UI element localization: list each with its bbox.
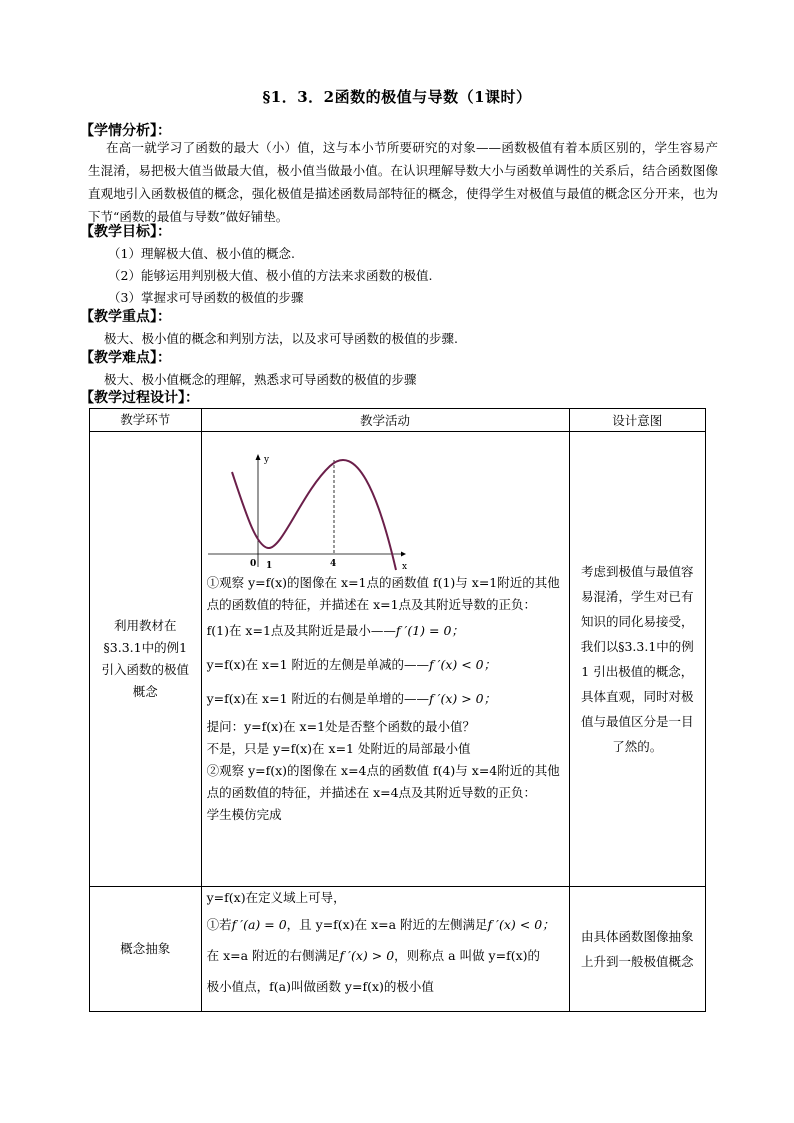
heading-guocheng: 【教学过程设计】： [80,390,199,406]
activity-left-decreasing: y=f(x)在 x=1 附近的左侧是单减的——f ′(x) < 0； [206,657,497,672]
activity-answer: 不是，只是 y=f(x)在 x=1 处附近的局部最小值 [206,741,471,756]
origin-label: 0 [249,559,256,569]
text-xueqing: 在高一就学习了函数的最大（小）值，这与本小节所要研究的对象——函数极值有着本质区别的，学生容易产生混淆，易把极大值当做最大值，极小值当做最小值。在认识理解导数大小与函数单调性的关系后，结合函数图像直观地引入函数极值的概念，强化极值是描述函数局部特征的概念，使得学生对极值与最值的概念区分开来，也为下节“函数的最值与导数”做好铺垫。 [88,140,718,224]
x-axis-arrow [401,552,406,557]
activity-question: 提问：y=f(x)在 x=1处是否整个函数的最小值？ [206,719,476,734]
header-stage: 教学环节 [90,409,202,432]
y-axis-label: y [263,455,269,465]
y-axis-arrow [255,454,260,460]
activity-observe-2: ②观察 y=f(x)的图像在 x=4点的函数值 f(4)与 x=4附近的其他点的函数值的特征，并描述在 x=4点及其附近导数的正负： [206,763,560,800]
goal-item-2: （2）能够运用判别极大值、极小值的方法来求函数的极值. [108,268,433,283]
heading-mubiao: 【教学目标】： [80,224,171,240]
activity-student-imitate: 学生模仿完成 [206,807,282,822]
activity-observe-1: ①观察 y=f(x)的图像在 x=1点的函数值 f(1)与 x=1附近的其他点的函数值的特征，并描述在 x=1点及其附近导数的正负： [206,575,560,612]
header-activity: 教学活动 [201,409,569,432]
table-row [90,432,706,887]
x-axis-label: x [401,562,407,572]
function-curve [232,460,396,570]
goal-item-1: （1）理解极大值、极小值的概念. [108,246,295,261]
text-nandian: 极大、极小值概念的理解，熟悉求可导函数的极值的步骤 [104,372,417,387]
stage-cell: 利用教材在§3.3.1中的例1引入函数的极值概念 [101,618,190,699]
heading-xueqing: 【学情分析】： [80,123,171,139]
concept-line-4: 极小值点，f(a)叫做函数 y=f(x)的极小值 [206,979,434,994]
table-row [90,887,706,1012]
table-header-row [90,409,706,432]
heading-nandian: 【教学难点】： [80,350,171,366]
activity-f1-min: f(1)在 x=1点及其附近是最小——f ′(1) = 0； [206,623,464,638]
goal-item-3: （3）掌握求可导函数的极值的步骤 [108,290,304,305]
intent-cell: 考虑到极值与最值容易混淆，学生对已有知识的同化易接受，我们以§3.3.1中的例 1 引出极值的概念，具体直观，同时对极值与最值区分是一目了然的。 [580,564,694,754]
heading-zhongdian: 【教学重点】： [80,309,171,325]
text-zhongdian: 极大、极小值的概念和判别方法，以及求可导函数的极值的步骤. [104,331,458,346]
page-title: §1．3．2函数的极值与导数（1课时） [262,88,532,106]
concept-line-3: 在 x=a 附近的右侧满足f ′(x) > 0，则称点 a 叫做 y=f(x)的 [206,948,541,963]
stage-cell: 概念抽象 [120,941,171,956]
function-graph [206,444,407,572]
activity-right-increasing: y=f(x)在 x=1 附近的右侧是单增的——f ′(x) > 0； [206,691,497,706]
concept-line-1: y=f(x)在定义域上可导， [206,890,346,905]
teaching-process-table [89,408,706,1012]
header-intent: 设计意图 [569,409,706,432]
tick-label-4: 4 [329,559,336,569]
intent-cell: 由具体函数图像抽象上升到一般极值概念 [580,929,694,969]
tick-label-1: 1 [265,561,272,571]
concept-line-2: ①若f ′(a) = 0，且 y=f(x)在 x=a 附近的左侧满足f ′(x) < 0； [206,917,555,932]
